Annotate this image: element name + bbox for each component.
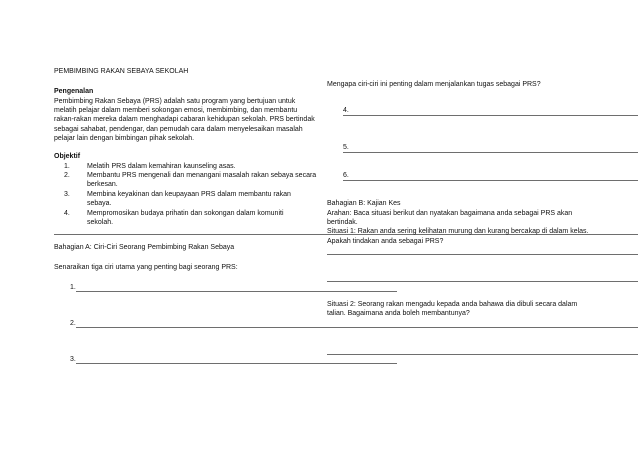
objective-text: Mempromosikan budaya prihatin dan sokongan dalam komuniti (87, 209, 284, 217)
intro-line: sebagai sahabat, pendengar, dan pemudah cara dalam menyelesaikan masalah (54, 125, 303, 133)
section-b-line: Apakah tindakan anda sebagai PRS? (327, 237, 444, 245)
answer-line[interactable] (76, 363, 397, 364)
objective-item (64, 209, 324, 228)
objective-number: 1. (64, 162, 70, 170)
answer-line[interactable] (327, 327, 638, 328)
section-b-line: bertindak. (327, 218, 358, 226)
answer-line[interactable] (327, 254, 638, 255)
objective-item (64, 171, 324, 190)
objective-item (64, 162, 324, 171)
situation-2-line: talian. Bagaimana anda boleh membantunya? (327, 310, 470, 318)
objective-text: Membina keyakinan dan keupayaan PRS dalam membantu rakan (87, 190, 291, 198)
intro-line: melatih pelajar dalam memberi sokongan emosi, membimbing, dan membantu (54, 106, 298, 114)
answer-line[interactable] (343, 180, 638, 181)
answer-number: 1. (70, 284, 76, 291)
answer-number: 6. (343, 172, 349, 179)
situation-2-line: Situasi 2: Seorang rakan mengadu kepada anda bahawa dia dibuli secara dalam (327, 301, 578, 308)
answer-line[interactable] (76, 291, 397, 292)
section-b-line: Situasi 1: Rakan anda sering kelihatan murung dan kurang bercakap di dalam kelas. (327, 228, 589, 236)
objective-list (64, 162, 324, 228)
section-b-line: Arahan: Baca situasi berikut dan nyatakan bagaimana anda sebagai PRS akan (327, 209, 573, 217)
intro-paragraph (54, 97, 315, 144)
answer-number: 2. (70, 320, 76, 327)
intro-heading: Pengenalan (54, 88, 94, 95)
intro-line: Pembimbing Rakan Sebaya (PRS) adalah satu program yang bertujuan untuk (54, 97, 296, 105)
answer-line[interactable] (343, 152, 638, 153)
answer-line[interactable] (327, 281, 638, 282)
section-a-instruction: Senaraikan tiga ciri utama yang penting bagi seorang PRS: (54, 264, 238, 271)
objective-text: sebaya. (87, 200, 112, 208)
section-b-heading: Bahagian B: Kajian Kes (327, 200, 401, 207)
objective-text: Melatih PRS dalam kemahiran kaunseling asas. (87, 162, 236, 170)
answer-number: 3. (70, 356, 76, 363)
objective-item (64, 190, 324, 209)
answer-number: 4. (343, 107, 349, 114)
objective-text: Membantu PRS mengenali dan menangani masalah rakan sebaya secara (87, 171, 317, 179)
answer-line[interactable] (327, 354, 638, 355)
objective-number: 3. (64, 190, 70, 198)
objective-number: 4. (64, 209, 70, 217)
situation-2-text (327, 300, 577, 319)
intro-line: rakan-rakan mereka dalam menghadapi cabaran kehidupan sekolah. PRS bertindak (54, 116, 315, 124)
intro-line: pelajar lain dengan bimbingan pihak sekolah. (54, 135, 195, 143)
answer-number: 5. (343, 144, 349, 151)
objective-text: sekolah. (87, 218, 114, 226)
objective-heading: Objektif (54, 153, 81, 160)
section-b-text (327, 209, 589, 247)
objective-number: 2. (64, 171, 70, 179)
answer-line[interactable] (343, 115, 638, 116)
importance-question: Mengapa ciri-ciri ini penting dalam menjalankan tugas sebagai PRS? (327, 81, 541, 88)
objective-text: berkesan. (87, 181, 118, 189)
section-a-heading: Bahagian A: Ciri-Ciri Seorang Pembimbing Rakan Sebaya (54, 244, 235, 251)
document-title: PEMBIMBING RAKAN SEBAYA SEKOLAH (54, 68, 189, 75)
